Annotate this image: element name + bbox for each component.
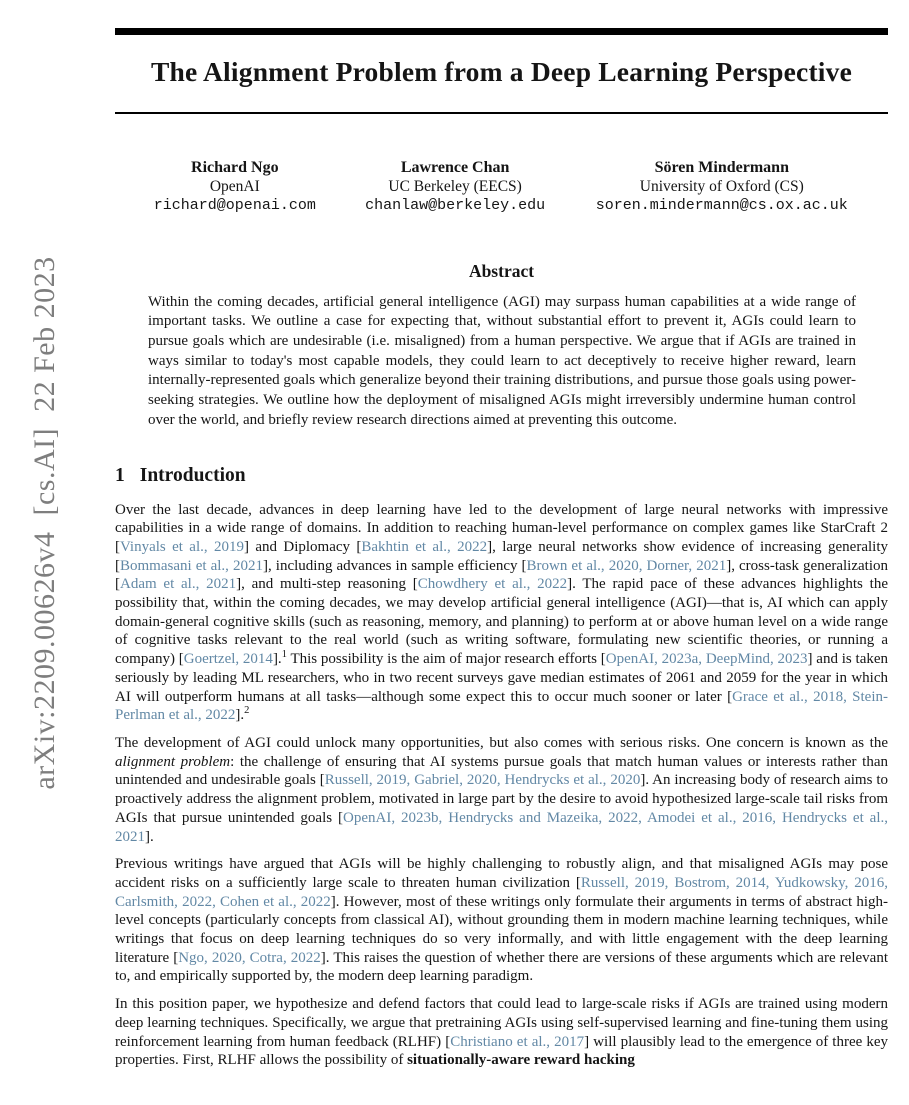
footnote-marker[interactable]: 2 — [244, 705, 250, 717]
bold-text: situationally-aware reward hacking — [407, 1052, 635, 1069]
citation-link[interactable]: OpenAI, 2023a, DeepMind, 2023 — [605, 651, 808, 668]
top-rule — [115, 28, 888, 35]
citation-link[interactable]: Russell, 2019, Bostrom, 2014, Yudkowsky, 2016, Carlsmith, 2022, Cohen et al., 2022 — [115, 874, 888, 910]
footnote-marker[interactable]: 1 — [281, 649, 287, 661]
author-column — [115, 158, 355, 215]
citation-link[interactable]: Vinyals et al., 2019 — [120, 538, 244, 555]
abstract-text: Within the coming decades, artificial general intelligence (AGI) may surpass human capabilities at a wide range of important tasks. We outline a case for expecting that, without substantial effort to prevent it, AGIs could learn to pursue goals which are undesirable (i.e. misaligned) from a human perspective. We argue that if AGIs are trained in ways similar to today's most capable models, they could learn to act deceptively to receive higher reward, learn internally-represented goals which generalize beyond their training distributions, and pursue those goals using power-seeking strategies. We outline how the deployment of misaligned AGIs might irreversibly undermine human control over the world, and briefly review research directions aimed at preventing this outcome. — [148, 293, 856, 428]
paragraph: In this position paper, we hypothesize and defend factors that could lead to large-scale risks if AGIs are trained using modern deep learning techniques. Specifically, we argue that pretraining AGIs using self-supervised learning and fine-tuning them using reinforcement learning from human feedback (RLHF) [Christiano et al., 2017] will plausibly lead to the emergence of three key properties. First, RLHF allows the possibility of situationally-aware reward hacking — [115, 996, 888, 1069]
paper-title: The Alignment Problem from a Deep Learning Perspective — [151, 56, 852, 87]
author-column — [355, 158, 556, 215]
section-heading — [115, 465, 888, 487]
citation-link[interactable]: Chowdhery et al., 2022 — [417, 576, 568, 593]
citation-link[interactable]: Adam et al., 2021 — [120, 576, 237, 593]
author-column — [556, 158, 888, 215]
author-email[interactable]: chanlaw@berkeley.edu — [365, 196, 546, 214]
citation-link[interactable]: Grace et al., 2018, Stein-Perlman et al., 2022 — [115, 688, 888, 724]
author-name: Richard Ngo — [191, 158, 279, 176]
paragraph: Over the last decade, advances in deep learning have led to the development of large neural networks with impressive capabilities in a wide range of domains. In addition to reaching human-level performance on complex games like StarCraft 2 [Vinyals et al., 2019] and Diplomacy [Bakhtin et al., 2022], large neural networks show evidence of increasing generality [Bommasani et al., 2021], including advances in sample efficiency [Brown et al., 2020, Dorner, 2021], cross-task generalization [Adam et al., 2021], and multi-step reasoning [Chowdhery et al., 2022]. The rapid pace of these advances highlights the possibility that, within the coming decades, we may develop artificial general intelligence (AGI)—that is, AI which can apply domain-general cognitive skills (such as reasoning, memory, and planning) to perform at or above human level on a wide range of cognitive tasks relevant to the real world (such as writing software, formulating new scientific theories, or running a company) [Goertzel, 2014].$^1$ This possibility is the aim of major research efforts [OpenAI, 2023a, DeepMind, 2023] and is taken seriously by leading ML researchers, who in two recent surveys gave median estimates of 2061 and 2059 for the year in which AI will outperform humans at all tasks—although some expect this to occur much sooner or later [Grace et al., 2018, Stein-Perlman et al., 2022].$^2$ — [115, 501, 889, 724]
arxiv-watermark: arXiv:2209.00626v4 [cs.AI] 22 Feb 2023 — [28, 256, 61, 790]
paragraph: The development of AGI could unlock many opportunities, but also comes with serious risks. One concern is known as the alignment problem: the challenge of ensuring that AI systems pursue goals that match human values or interests rather than unintended and undesirable goals [Russell, 2019, Gabriel, 2020, Hendrycks et al., 2020]. An increasing body of research aims to proactively address the alignment problem, motivated in large part by the desire to avoid hypothesized large-scale tail risks from AGIs that pursue unintended goals [OpenAI, 2023b, Hendrycks and Mazeika, 2022, Amodei et al., 2016, Hendrycks et al., 2021]. — [115, 734, 889, 845]
paper-page — [115, 0, 888, 1079]
section-title: Introduction — [139, 464, 246, 486]
citation-link[interactable]: Bakhtin et al., 2022 — [361, 538, 488, 555]
citation-link[interactable]: Bommasani et al., 2021 — [120, 557, 263, 574]
author-block — [115, 158, 888, 215]
author-affiliation: OpenAI — [209, 177, 260, 195]
paragraph: Previous writings have argued that AGIs will be highly challenging to robustly align, and that misaligned AGIs may pose accident risks on a sufficiently large scale to threaten human civilization [Russell, 2019, Bostrom, 2014, Yudkowsky, 2016, Carlsmith, 2022, Cohen et al., 2022]. However, most of these writings only formulate their arguments in terms of abstract high-level concepts (particularly concepts from classical AI), without grounding them in modern machine learning techniques, while writings that focus on deep learning techniques do so very informally, and with little engagement with the deep learning literature [Ngo, 2020, Cotra, 2022]. This raises the question of whether there are versions of these arguments which are relevant to, and empirically supported by, the modern deep learning paradigm. — [115, 856, 888, 985]
author-name: Sören Mindermann — [654, 158, 789, 176]
author-name: Lawrence Chan — [400, 158, 510, 176]
author-email[interactable]: soren.mindermann@cs.ox.ac.uk — [595, 196, 848, 214]
citation-link[interactable]: Ngo, 2020, Cotra, 2022 — [178, 949, 321, 966]
author-affiliation: University of Oxford (CS) — [639, 177, 804, 195]
section-number: 1 — [115, 464, 125, 486]
citation-link[interactable]: Brown et al., 2020, Dorner, 2021 — [526, 557, 727, 574]
author-email[interactable]: richard@openai.com — [153, 196, 316, 214]
citation-link[interactable]: Goertzel, 2014 — [183, 651, 273, 668]
abstract-heading: Abstract — [468, 260, 535, 281]
citation-link[interactable]: OpenAI, 2023b, Hendrycks and Mazeika, 2022, Amodei et al., 2016, Hendrycks et al., 2021 — [115, 809, 889, 845]
emphasis-text: alignment problem — [115, 753, 231, 770]
title-rule — [115, 112, 888, 114]
author-affiliation: UC Berkeley (EECS) — [388, 177, 522, 195]
introduction-body — [115, 501, 888, 1070]
citation-link[interactable]: Christiano et al., 2017 — [450, 1033, 585, 1050]
citation-link[interactable]: Russell, 2019, Gabriel, 2020, Hendrycks et al., 2020 — [324, 772, 641, 789]
